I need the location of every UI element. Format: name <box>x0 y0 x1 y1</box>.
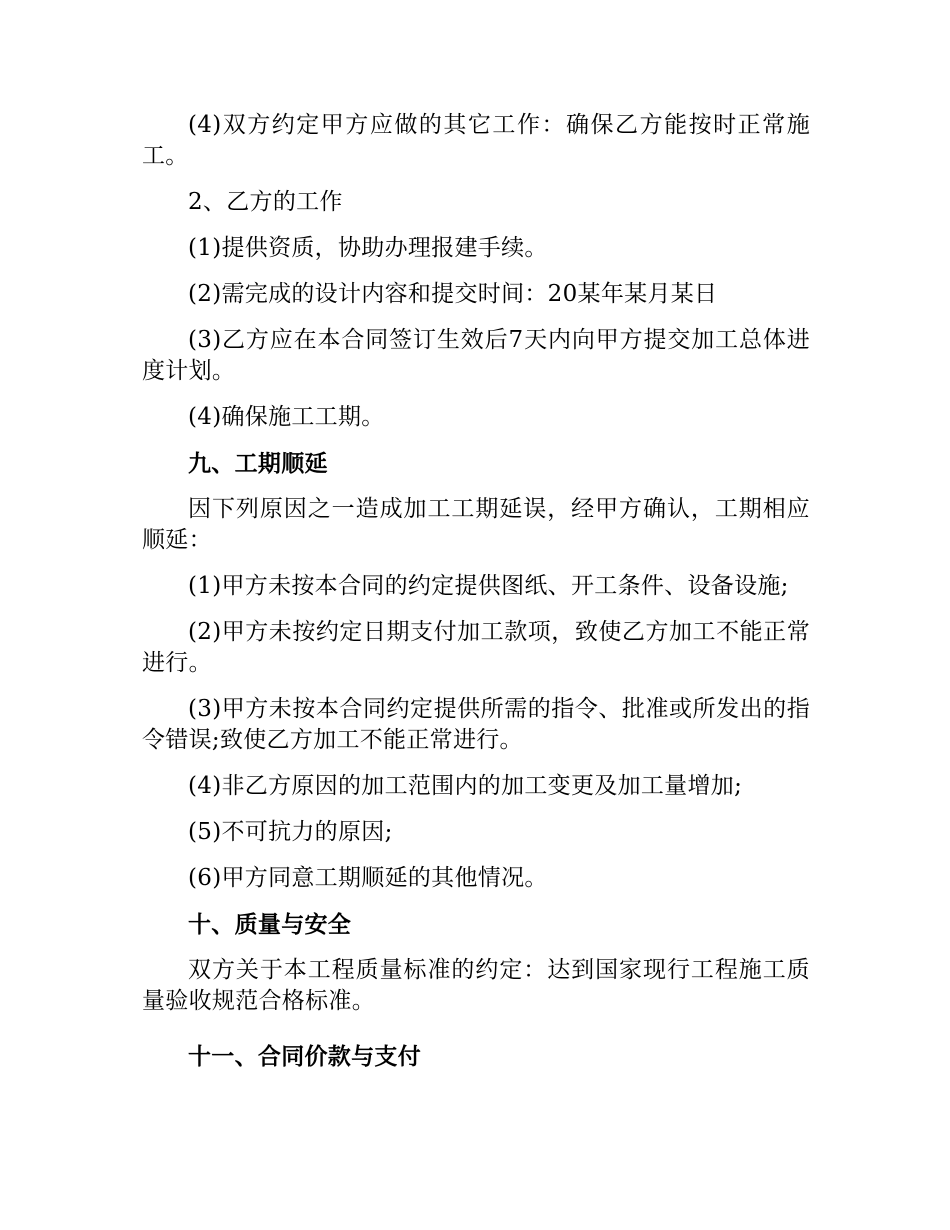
paragraph-extension-reason-1: (1)甲方未按本合同的约定提供图纸、开工条件、设备设施; <box>188 573 789 599</box>
paragraph-extension-reason-4: (4)非乙方原因的加工范围内的加工变更及加工量增加; <box>188 773 743 799</box>
section-heading-price-payment: 十一、合同价款与支付 <box>188 1043 421 1070</box>
paragraph-qualification: (1)提供资质，协助办理报建手续。 <box>188 235 548 261</box>
paragraph-party-b-work-title: 2、乙方的工作 <box>188 189 343 215</box>
paragraph-extension-reason-3: (3)甲方未按本合同约定提供所需的指令、批准或所发出的指令错误;致使乙方加工不能正常进行。 <box>142 696 810 753</box>
paragraph-progress-plan: (3)乙方应在本合同签订生效后7天内向甲方提交加工总体进度计划。 <box>142 327 810 384</box>
paragraph-quality-standard: 双方关于本工程质量标准的约定：达到国家现行工程施工质量验收规范合格标准。 <box>142 957 810 1014</box>
paragraph-extension-intro: 因下列原因之一造成加工工期延误，经甲方确认，工期相应顺延： <box>142 496 810 553</box>
section-heading-schedule-extension: 九、工期顺延 <box>188 450 328 477</box>
paragraph-ensure-schedule: (4)确保施工工期。 <box>188 404 385 430</box>
section-heading-quality-safety: 十、质量与安全 <box>188 911 352 938</box>
paragraph-design-deadline: (2)需完成的设计内容和提交时间：20某年某月某日 <box>188 281 718 307</box>
paragraph-party-a-other-work: (4)双方约定甲方应做的其它工作：确保乙方能按时正常施工。 <box>142 112 810 169</box>
document-body <box>142 110 810 1087</box>
paragraph-extension-reason-6: (6)甲方同意工期顺延的其他情况。 <box>188 865 548 891</box>
paragraph-extension-reason-2: (2)甲方未按约定日期支付加工款项，致使乙方加工不能正常进行。 <box>142 619 810 676</box>
paragraph-extension-reason-5: (5)不可抗力的原因; <box>188 819 393 845</box>
